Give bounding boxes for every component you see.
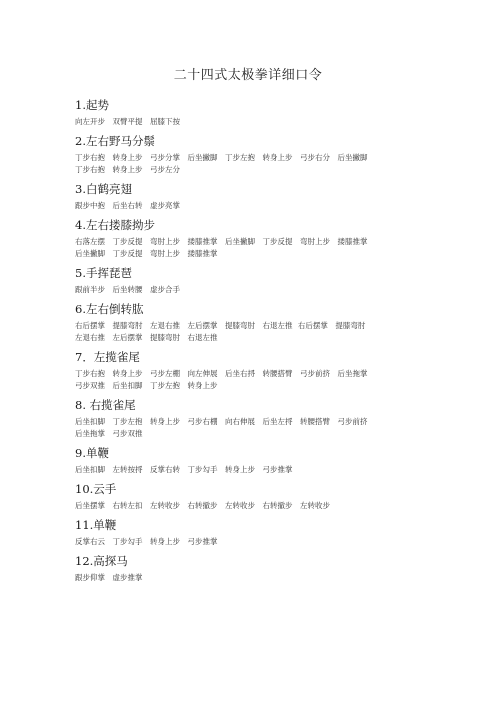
- section-7: [75, 349, 475, 392]
- section-5: [75, 265, 475, 296]
- section-commands: 丁步右抱 转身上步 弓步分掌 后坐撇脚 丁步左抱 转身上步 弓步右分 后坐撇脚 丁步右抱 转身上步 弓步左分: [75, 153, 368, 174]
- section-heading: 6.左右倒转肱: [75, 302, 144, 316]
- section-1: [75, 97, 475, 128]
- section-9: [75, 445, 475, 476]
- section-3: [75, 181, 475, 212]
- section-commands: 跟前半步 后坐转腰 虚步合手: [75, 285, 180, 294]
- section-heading: 11.单鞭: [75, 518, 117, 532]
- section-heading: 10.云手: [75, 482, 117, 496]
- section-commands: 后坐扣脚 丁步左抱 转身上步 弓步右棚 向右伸展 后坐左捋 转腰搭臂 弓步前挤 后坐拖掌 弓步双推: [75, 417, 368, 438]
- section-list: [75, 92, 475, 588]
- section-heading: 1.起势: [75, 98, 109, 112]
- section-12: [75, 553, 475, 584]
- section-commands: 后坐扣脚 左转按捋 反掌右转 丁步勾手 转身上步 弓步推掌: [75, 465, 293, 474]
- section-6: [75, 301, 475, 344]
- section-heading: 7．左揽雀尾: [75, 350, 140, 364]
- section-heading: 3.白鹤亮翅: [75, 182, 132, 196]
- section-heading: 8. 右揽雀尾: [75, 398, 136, 412]
- section-commands: 向左开步 双臂平提 屈膝下按: [75, 117, 180, 126]
- section-4: [75, 217, 475, 260]
- document-title: 二十四式太极拳详细口令: [173, 68, 323, 83]
- section-commands: 跟步中抱 后坐右转 虚步亮掌: [75, 201, 180, 210]
- section-commands: 右后摆掌 提膝弯肘 左退右推 左后摆掌 提膝弯肘 右退左推 右后摆掌 提膝弯肘 左退右推 左后摆掌 提膝弯肘 右退左推: [75, 321, 366, 342]
- section-commands: 反掌右云 丁步勾手 转身上步 弓步推掌: [75, 537, 218, 546]
- section-heading: 4.左右搂膝拗步: [75, 218, 155, 232]
- section-commands: 后坐摆掌 右转左扣 左转收步 右转撤步 左转收步 右转撤步 左转收步: [75, 501, 330, 510]
- section-commands: 丁步右抱 转身上步 弓步左棚 向左伸展 后坐右捋 转腰搭臂 弓步前挤 后坐拖掌 弓步双推 后坐扣脚 丁步左抱 转身上步: [75, 369, 368, 390]
- section-commands: 跟步仰掌 虚步推掌: [75, 573, 143, 582]
- section-commands: 右落左摆 丁步反提 弯肘上步 搂膝推掌 后坐撇脚 丁步反提 弯肘上步 搂膝推掌 后坐撇脚 丁步反提 弯肘上步 搂膝推掌: [75, 237, 368, 258]
- section-8: [75, 397, 475, 440]
- section-heading: 5.手挥琵琶: [75, 266, 132, 280]
- section-heading: 12.高探马: [75, 554, 128, 568]
- section-2: [75, 133, 475, 176]
- section-11: [75, 517, 475, 548]
- section-heading: 2.左右野马分鬃: [75, 134, 155, 148]
- section-10: [75, 481, 475, 512]
- section-heading: 9.单鞭: [75, 446, 109, 460]
